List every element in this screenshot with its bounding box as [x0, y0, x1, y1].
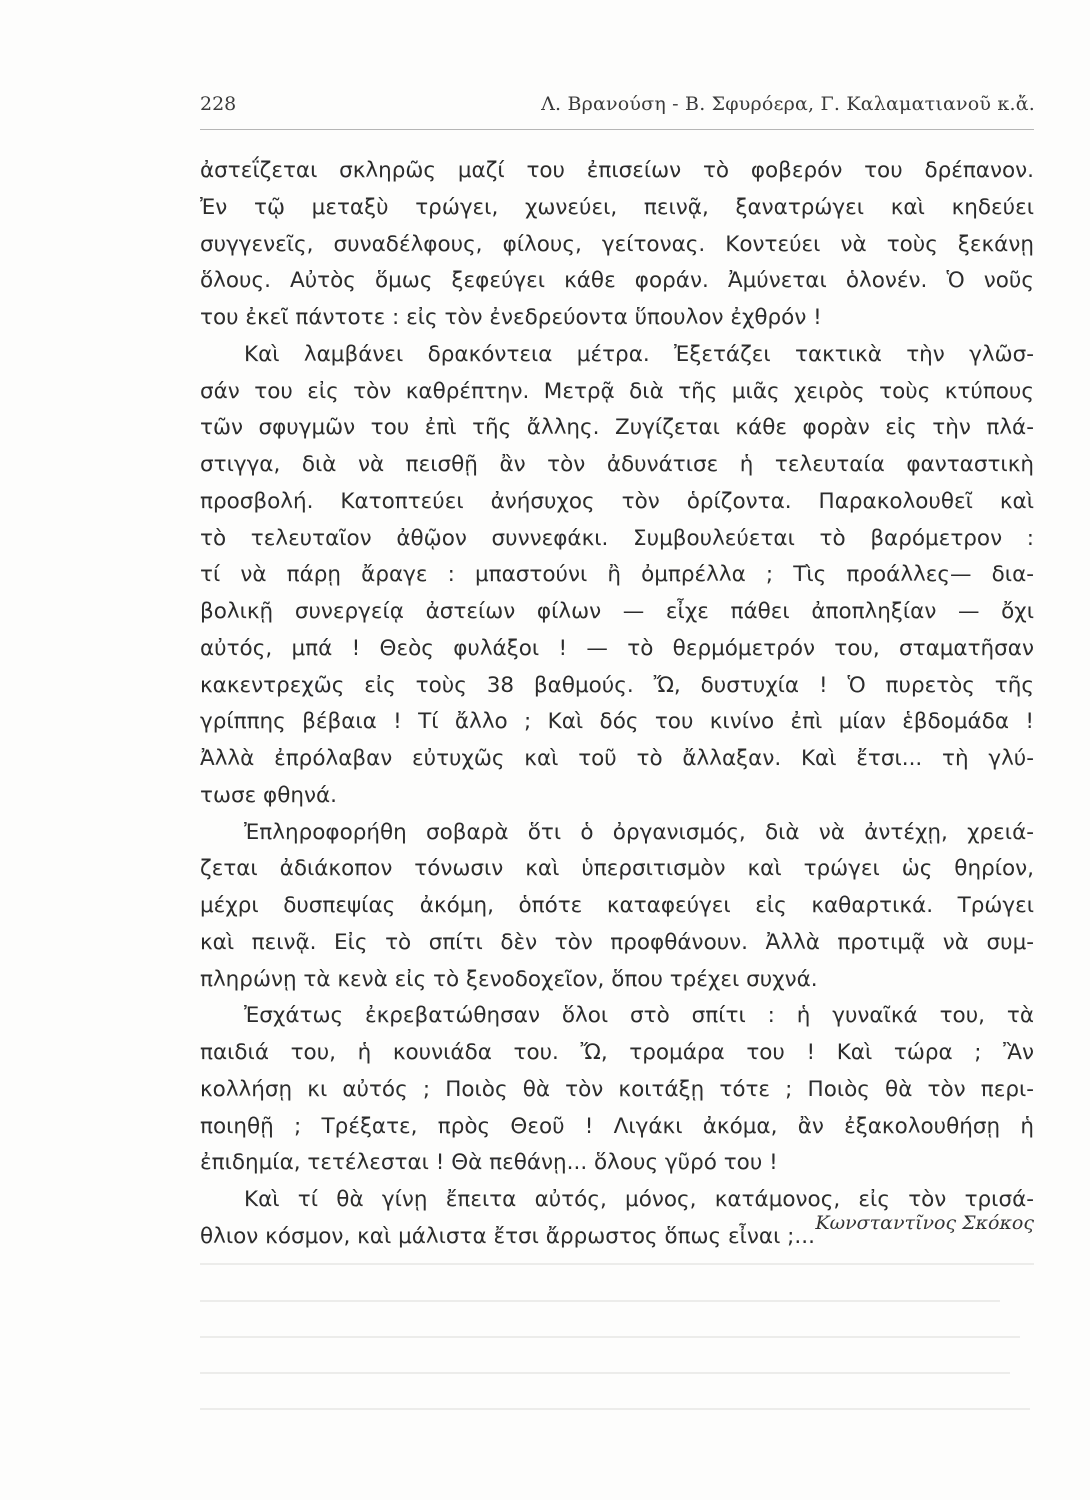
text-line: κακεντρεχῶς εἰς τοὺς 38 βαθμούς. Ὤ, δυστυχία ! Ὁ πυρετὸς τῆς	[200, 672, 1034, 698]
body-text	[200, 153, 1034, 1256]
header-rule	[200, 129, 1034, 130]
text-line: ἀστεΐζεται σκληρῶς μαζί του ἐπισείων τὸ φοβερόν του δρέπανον.	[200, 158, 1034, 183]
text-line: γρίππης βέβαια ! Τί ἄλλο ; Καὶ δός του κινίνο ἐπὶ μίαν ἑβδομάδα !	[200, 709, 1034, 735]
text-line: πληρώνῃ τὰ κενὰ εἰς τὸ ξενοδοχεῖον, ὅπου τρέχει συχνά.	[200, 966, 818, 992]
text-line: σάν του εἰς τὸν καθρέπτην. Μετρᾷ διὰ τῆς μιᾶς χειρὸς τοὺς κτύπους	[200, 378, 1034, 404]
text-line: Ἐν τῷ μεταξὺ τρώγει, χωνεύει, πεινᾷ, ξανατρώγει καὶ κηδεύει	[200, 194, 1034, 220]
text-line: Καὶ λαμβάνει δρακόντεια μέτρα. Ἐξετάζει τακτικὰ τὴν γλῶσ-	[244, 341, 1034, 367]
text-line: Ἐσχάτως ἐκρεβατώθησαν ὅλοι στὸ σπίτι : ἡ γυναῖκά του, τὰ	[244, 1003, 1034, 1029]
text-line: προσβολή. Κατοπτεύει ἀνήσυχος τὸν ὁρίζοντα. Παρακολουθεῖ καὶ	[200, 488, 1034, 514]
text-line: Ἐπληροφορήθη σοβαρὰ ὅτι ὁ ὀργανισμός, διὰ νὰ ἀντέχῃ, χρειά-	[244, 819, 1034, 845]
author-signature: Κωνσταντῖνος Σκόκος	[815, 1212, 1034, 1234]
show-through-line	[200, 1300, 1000, 1302]
text-line: θλιον κόσμον, καὶ μάλιστα ἔτσι ἄρρωστος ὅπως εἶναι ;...	[200, 1223, 815, 1249]
show-through-line	[200, 1263, 1034, 1265]
text-line: παιδιά του, ἡ κουνιάδα του. Ὤ, τρομάρα του ! Καὶ τώρα ; Ἂν	[200, 1040, 1034, 1065]
text-line: κολλήσῃ κι αὐτός ; Ποιὸς θὰ τὸν κοιτάξῃ τότε ; Ποιὸς θὰ τὸν περι-	[200, 1076, 1034, 1102]
text-line: ὅλους. Αὐτὸς ὅμως ξεφεύγει κάθε φοράν. Ἀμύνεται ὁλονέν. Ὁ νοῦς	[200, 268, 1034, 294]
text-line: του ἐκεῖ πάντοτε : εἰς τὸν ἐνεδρεύοντα ὕπουλον ἐχθρόν !	[200, 305, 822, 330]
text-line: Ἀλλὰ ἐπρόλαβαν εὐτυχῶς καὶ τοῦ τὸ ἄλλαξαν. Καὶ ἔτσι... τὴ γλύ-	[200, 746, 1034, 771]
text-line: τῶν σφυγμῶν του ἐπὶ τῆς ἄλλης. Ζυγίζεται κάθε φορὰν εἰς τὴν πλά-	[200, 415, 1034, 441]
text-line: συγγενεῖς, συναδέλφους, φίλους, γείτονας. Κοντεύει νὰ τοὺς ξεκάνῃ	[200, 231, 1034, 257]
show-through-line	[200, 1372, 1010, 1374]
page-header	[200, 93, 1035, 123]
text-line: τωσε φθηνά.	[200, 782, 338, 808]
text-line: βολικῇ συνεργείᾳ ἀστείων φίλων — εἶχε πάθει ἀποπληξίαν — ὄχι	[200, 599, 1034, 624]
text-line: στιγγα, διὰ νὰ πεισθῇ ἂν τὸν ἀδυνάτισε ἡ τελευταία φανταστικὴ	[200, 452, 1034, 477]
text-line: ποιηθῇ ; Τρέξατε, πρὸς Θεοῦ ! Λιγάκι ἀκόμα, ἂν ἐξακολουθήσῃ ἡ	[200, 1113, 1034, 1139]
text-line: αὐτός, μπά ! Θεὸς φυλάξοι ! — τὸ θερμόμετρόν του, σταματῆσαν	[200, 635, 1034, 661]
text-line: μέχρι δυσπεψίας ἀκόμη, ὁπότε καταφεύγει εἰς καθαρτικά. Τρώγει	[200, 893, 1034, 918]
text-line: τί νὰ πάρῃ ἄραγε : μπαστούνι ἢ ὀμπρέλλα ; Τὶς προάλλες— δια-	[200, 562, 1034, 588]
text-line: Καὶ τί θὰ γίνῃ ἔπειτα αὐτός, μόνος, κατάμονος, εἰς τὸν τρισά-	[244, 1187, 1034, 1212]
text-line: ζεται ἀδιάκοπον τόνωσιν καὶ ὑπερσιτισμὸν καὶ τρώγει ὡς θηρίον,	[200, 856, 1034, 882]
text-line: ἐπιδημία, τετέλεσται ! Θὰ πεθάνῃ... ὅλους γῦρό του !	[200, 1150, 778, 1176]
running-head: Λ. Βρανούση - Β. Σφυρόερα, Γ. Καλαματιανοῦ κ.ἄ.	[541, 93, 1035, 115]
page-number: 228	[200, 93, 237, 115]
text-line: τὸ τελευταῖον ἀθῷον συννεφάκι. Συμβουλεύεται τὸ βαρόμετρον :	[200, 525, 1034, 551]
text-line: καὶ πεινᾷ. Εἰς τὸ σπίτι δὲν τὸν προφθάνουν. Ἀλλὰ προτιμᾷ νὰ συμ-	[200, 929, 1034, 955]
show-through-line	[200, 1408, 1030, 1410]
show-through-line	[200, 1336, 1020, 1338]
